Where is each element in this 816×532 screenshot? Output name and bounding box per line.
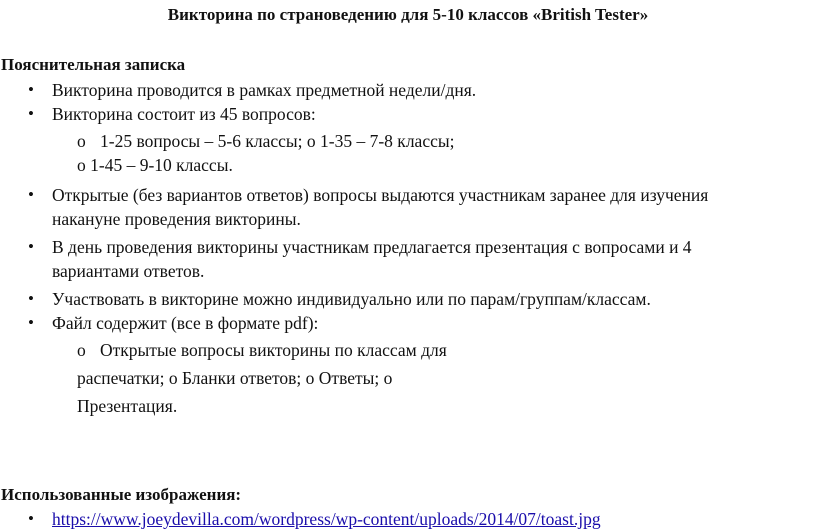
note-item-3-cont: накануне проведения викторины. [52,209,301,229]
sub-bullet-1: o [77,131,86,151]
note-item-3: Открытые (без вариантов ответов) вопросы выдаются участникам заранее для изучения [52,185,709,205]
note-item-4: В день проведения викторины участникам предлагается презентация с вопросами и 4 [52,237,692,257]
document-title: Викторина по страноведению для 5-10 классов «British Tester» [167,5,649,24]
note-heading: Пояснительная записка [1,55,186,74]
bullet-1: • [28,80,34,99]
note-item-1: Викторина проводится в рамках предметной недели/дня. [52,80,477,100]
bullet-6: • [28,313,34,332]
bullet-3: • [28,185,34,204]
sub-item-5: Презентация. [77,396,178,416]
note-item-6: Файл содержит (все в формате pdf): [52,313,319,333]
note-item-2: Викторина состоит из 45 вопросов: [52,104,316,124]
note-item-4-cont: вариантами ответов. [52,261,205,281]
sub-bullet-2: o [77,340,86,360]
sub-item-3: Открытые вопросы викторины по классам для [100,340,447,360]
bullet-5: • [28,289,34,308]
bullet-2: • [28,104,34,123]
note-item-5: Участвовать в викторине можно индивидуально или по парам/группам/классам. [52,289,651,309]
bullet-link: • [28,509,34,528]
image-source-link[interactable]: https://www.joeydevilla.com/wordpress/wp-content/uploads/2014/07/toast.jpg [52,509,601,529]
sub-item-2: o 1-45 – 9-10 классы. [77,155,233,175]
sub-item-4: распечатки; o Бланки ответов; o Ответы; o [77,368,393,388]
sub-item-1: 1-25 вопросы – 5-6 классы; o 1-35 – 7-8 классы; [100,131,455,151]
images-heading: Использованные изображения: [1,485,242,504]
bullet-4: • [28,237,34,256]
